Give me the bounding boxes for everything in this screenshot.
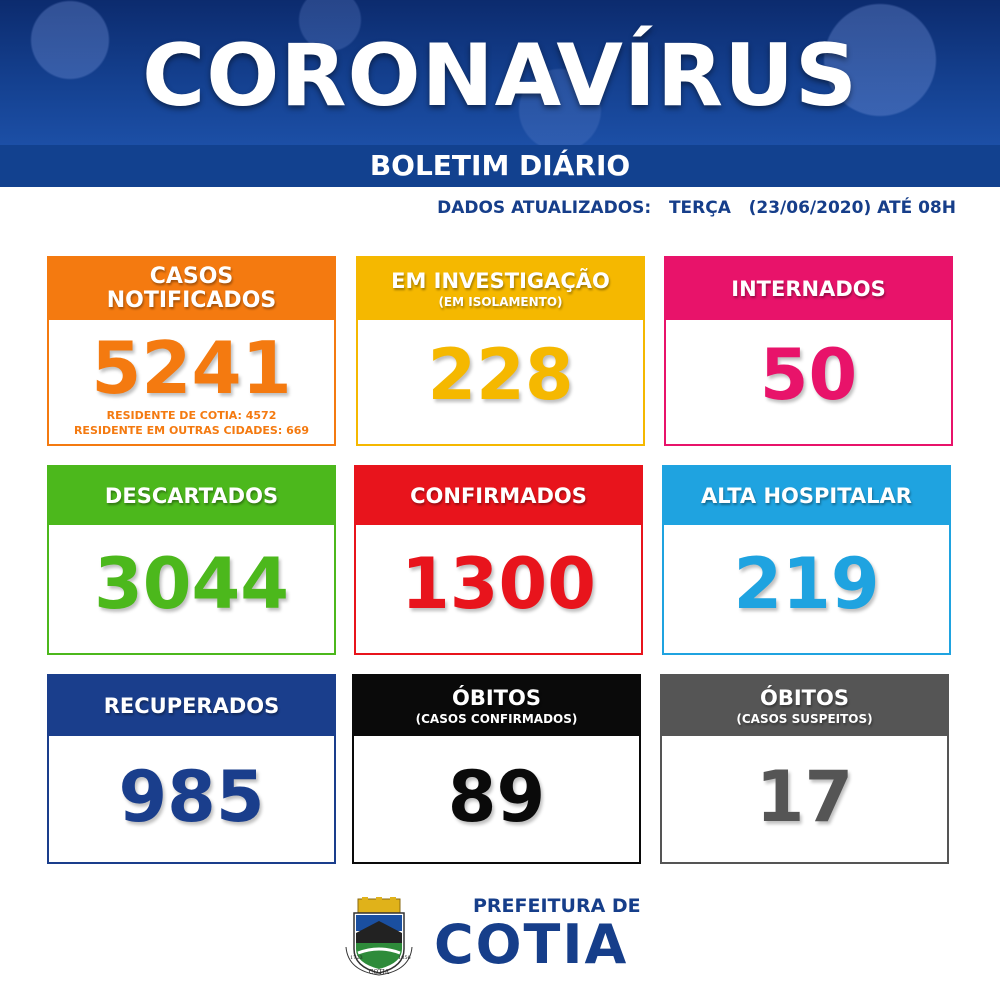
cotia-crest-icon bbox=[344, 897, 414, 977]
card-header bbox=[354, 676, 639, 736]
card-label: DESCARTADOS bbox=[104, 484, 279, 508]
card-obitos-suspeitos bbox=[660, 674, 949, 864]
card-header bbox=[49, 467, 334, 525]
card-sublabel: (EM ISOLAMENTO) bbox=[438, 295, 563, 309]
card-value: 5241 bbox=[91, 326, 292, 410]
card-header bbox=[664, 467, 949, 525]
prefeitura-label: PREFEITURA DE bbox=[473, 895, 641, 917]
card-label: ALTA HOSPITALAR bbox=[701, 484, 912, 508]
card-label: INTERNADOS bbox=[731, 277, 886, 301]
header-banner bbox=[0, 0, 1000, 145]
card-header bbox=[662, 676, 947, 736]
card-header bbox=[49, 258, 334, 320]
card-value: 228 bbox=[427, 334, 574, 416]
crest-text: COTIA bbox=[368, 969, 390, 976]
card-internados bbox=[664, 256, 953, 446]
card-label: ÓBITOS bbox=[760, 686, 849, 710]
card-value: 219 bbox=[733, 543, 880, 625]
card-note-residents-other: RESIDENTE EM OUTRAS CIDADES: 669 bbox=[73, 424, 310, 437]
card-label: CASOS NOTIFICADOS bbox=[106, 264, 277, 313]
card-note-residents-cotia: RESIDENTE DE COTIA: 4572 bbox=[106, 409, 277, 422]
card-label: EM INVESTIGAÇÃO bbox=[391, 269, 610, 293]
card-sublabel: (CASOS CONFIRMADOS) bbox=[415, 712, 578, 726]
card-casos-notificados bbox=[47, 256, 336, 446]
card-em-investigacao bbox=[356, 256, 645, 446]
card-header bbox=[356, 467, 641, 525]
card-descartados bbox=[47, 465, 336, 655]
card-label: ÓBITOS bbox=[452, 686, 541, 710]
subtitle-band bbox=[0, 145, 1000, 187]
card-header bbox=[358, 258, 643, 320]
card-value: 3044 bbox=[94, 543, 289, 625]
card-value: 1300 bbox=[401, 543, 596, 625]
bulletin-subtitle: BOLETIM DIÁRIO bbox=[369, 149, 631, 182]
card-header bbox=[49, 676, 334, 736]
card-recuperados bbox=[47, 674, 336, 864]
crest-year-right: 1856 bbox=[398, 955, 411, 961]
card-value: 89 bbox=[447, 756, 546, 838]
card-alta-hospitalar bbox=[662, 465, 951, 655]
card-value: 17 bbox=[755, 756, 854, 838]
card-value: 985 bbox=[118, 756, 265, 838]
updated-timestamp: DADOS ATUALIZADOS: TERÇA (23/06/2020) ATÉ 08H bbox=[437, 198, 956, 218]
city-name: COTIA bbox=[434, 913, 629, 976]
card-obitos-confirmados bbox=[352, 674, 641, 864]
card-confirmados bbox=[354, 465, 643, 655]
card-label: CONFIRMADOS bbox=[410, 484, 587, 508]
card-header bbox=[666, 258, 951, 320]
card-sublabel: (CASOS SUSPEITOS) bbox=[736, 712, 873, 726]
card-value: 50 bbox=[759, 334, 858, 416]
card-label: RECUPERADOS bbox=[103, 694, 280, 718]
page-title: CORONAVÍRUS bbox=[142, 26, 858, 126]
crest-year-left: 1723 bbox=[350, 955, 363, 961]
footer-logo bbox=[0, 895, 1000, 985]
